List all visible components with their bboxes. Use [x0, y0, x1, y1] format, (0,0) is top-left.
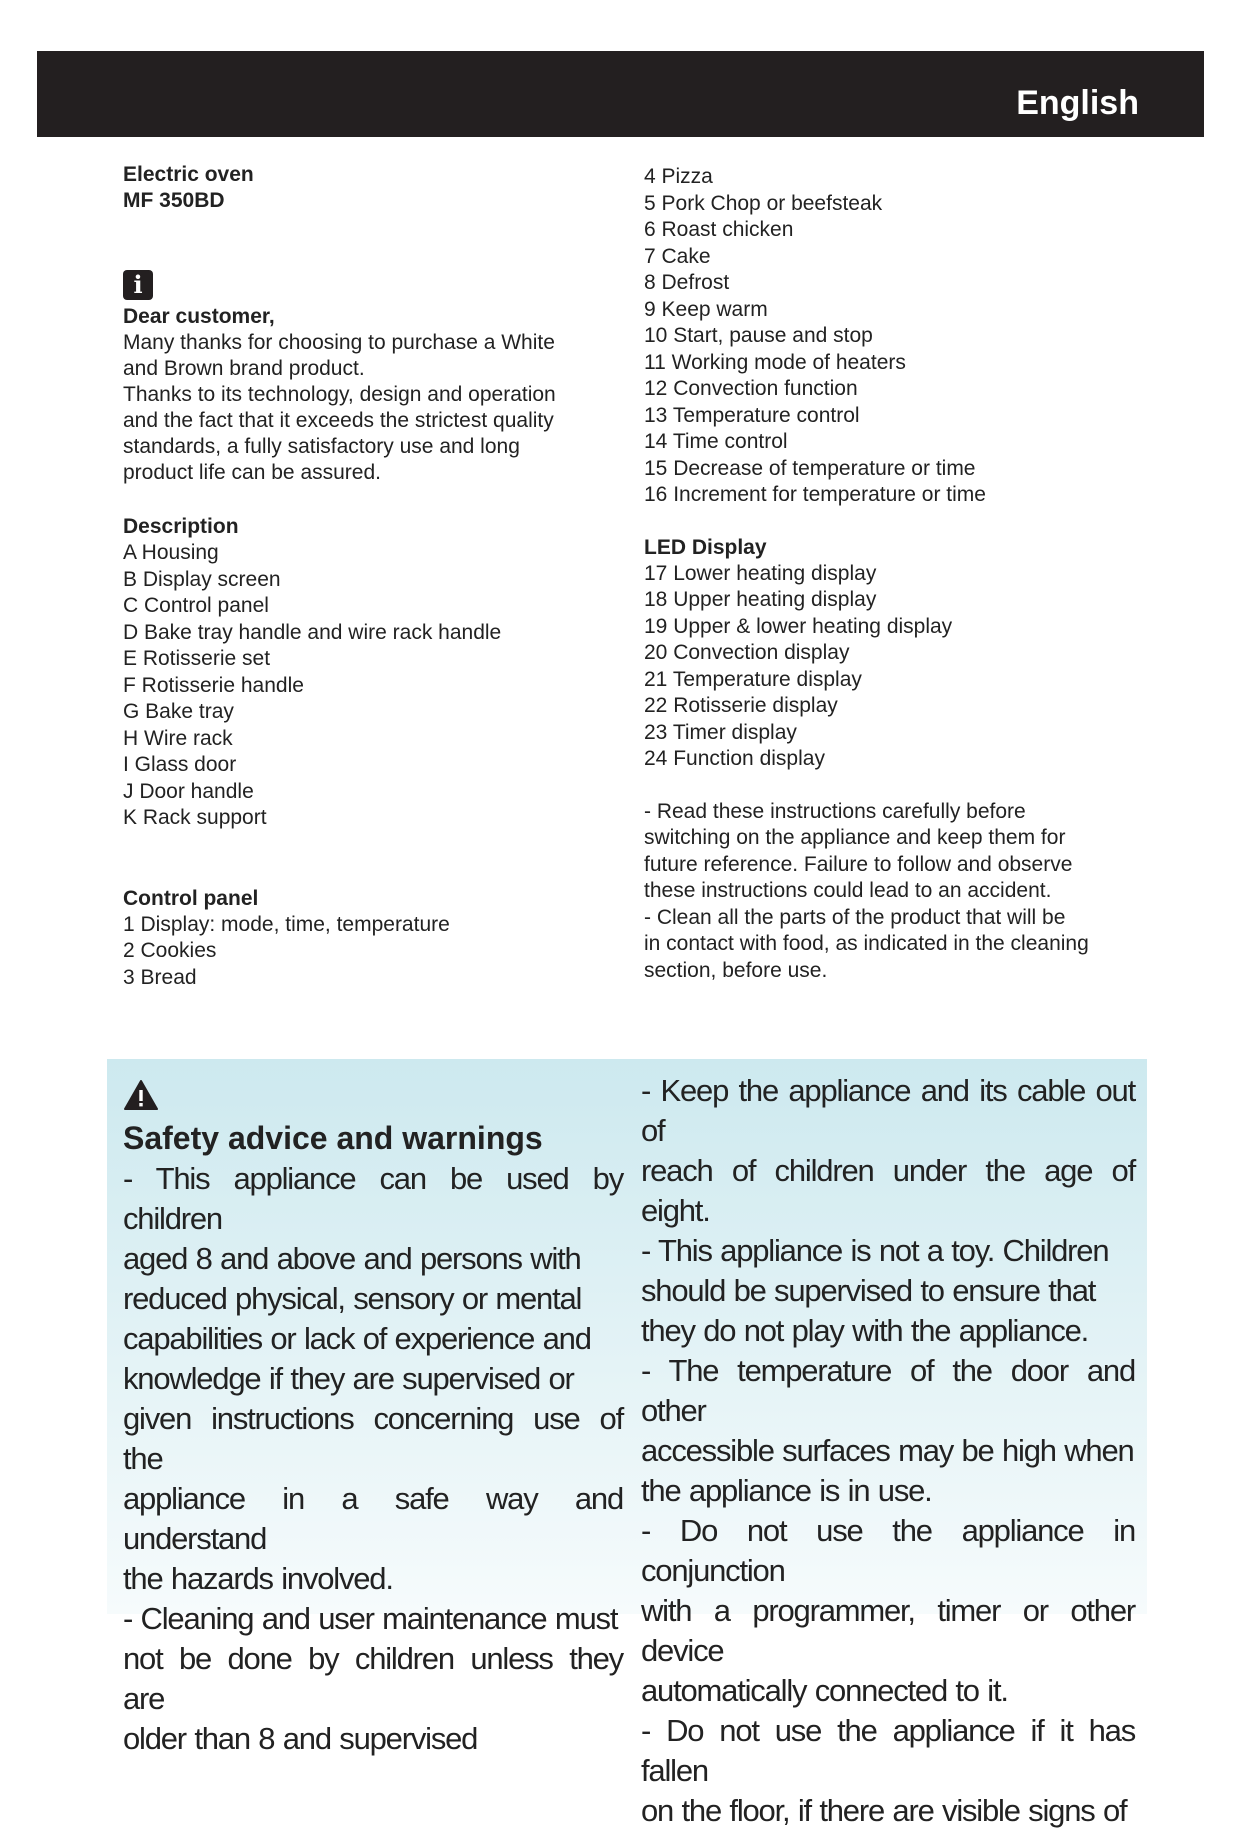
- control-panel-item: 13 Temperature control: [644, 403, 860, 427]
- control-panel-item: 5 Pork Chop or beefsteak: [644, 191, 883, 215]
- led-display-item: 19 Upper & lower heating display: [644, 614, 953, 638]
- control-panel-item: 6 Roast chicken: [644, 218, 794, 241]
- right-column: [644, 164, 1144, 984]
- safety-line: - This appliance is not a toy. Children: [641, 1233, 1109, 1268]
- description-item: F Rotisserie handle: [123, 673, 304, 697]
- led-display-item: 18 Upper heating display: [644, 588, 877, 611]
- safety-line: - Do not use the appliance if it has fallen: [641, 1713, 1135, 1788]
- product-model: MF 350BD: [123, 189, 225, 212]
- safety-line: - This appliance can be used by children: [123, 1161, 623, 1236]
- safety-line: capabilities or lack of experience and: [123, 1321, 591, 1356]
- led-display-item: 20 Convection display: [644, 641, 850, 664]
- instruction-line: future reference. Failure to follow and observe: [644, 852, 1073, 876]
- control-panel-item: 16 Increment for temperature or time: [644, 483, 986, 506]
- control-panel-item: 4 Pizza: [644, 165, 713, 188]
- safety-line: automatically connected to it.: [641, 1673, 1008, 1708]
- intro-line: and Brown brand product.: [123, 357, 365, 380]
- safety-line: the hazards involved.: [123, 1561, 393, 1596]
- control-panel-item: 12 Convection function: [644, 377, 858, 400]
- info-icon: i: [123, 270, 153, 300]
- description-item: C Control panel: [123, 594, 269, 617]
- led-display-item: 23 Timer display: [644, 720, 797, 744]
- control-panel-item: 11 Working mode of heaters: [644, 350, 906, 374]
- safety-line: they do not play with the appliance.: [641, 1313, 1089, 1348]
- safety-line: not be done by children unless they are: [123, 1641, 623, 1716]
- instruction-line: section, before use.: [644, 958, 828, 982]
- control-panel-item: 2 Cookies: [123, 939, 217, 962]
- warning-icon: [123, 1079, 159, 1111]
- greeting: Dear customer,: [123, 305, 275, 328]
- instruction-line: in contact with food, as indicated in the cleaning: [644, 932, 1089, 955]
- led-display-item: 22 Rotisserie display: [644, 694, 838, 717]
- left-column: [123, 162, 593, 991]
- intro-line: Many thanks for choosing to purchase a White: [123, 331, 555, 354]
- intro-line: Thanks to its technology, design and operation: [123, 383, 556, 406]
- safety-line: - Do not use the appliance in conjunction: [641, 1513, 1135, 1588]
- description-item: E Rotisserie set: [123, 647, 271, 670]
- intro-line: standards, a fully satisfactory use and long: [123, 435, 520, 458]
- intro-line: product life can be assured.: [123, 461, 381, 484]
- safety-line: knowledge if they are supervised or: [123, 1361, 574, 1396]
- safety-right-column: [641, 1071, 1135, 1831]
- control-panel-item: 10 Start, pause and stop: [644, 324, 873, 347]
- safety-line: aged 8 and above and persons with: [123, 1241, 581, 1276]
- description-item: G Bake tray: [123, 700, 234, 723]
- safety-line: the appliance is in use.: [641, 1473, 932, 1508]
- led-display-heading: LED Display: [644, 535, 767, 559]
- instruction-line: switching on the appliance and keep them for: [644, 826, 1066, 849]
- safety-line: with a programmer, timer or other device: [641, 1593, 1135, 1668]
- description-item: K Rack support: [123, 806, 267, 829]
- safety-line: should be supervised to ensure that: [641, 1273, 1096, 1308]
- safety-line: - Keep the appliance and its cable out of: [641, 1073, 1135, 1148]
- control-panel-item: 7 Cake: [644, 244, 711, 268]
- safety-line: given instructions concerning use of the: [123, 1401, 623, 1476]
- led-display-item: 24 Function display: [644, 747, 825, 770]
- safety-left-column: [123, 1079, 623, 1759]
- safety-line: - The temperature of the door and other: [641, 1353, 1135, 1428]
- safety-line: accessible surfaces may be high when: [641, 1433, 1134, 1468]
- safety-line: older than 8 and supervised: [123, 1721, 478, 1756]
- description-item: I Glass door: [123, 753, 237, 776]
- header-bar: [37, 51, 1204, 137]
- language-label: English: [1016, 84, 1139, 122]
- safety-title: Safety advice and warnings: [123, 1120, 543, 1156]
- instruction-line: - Clean all the parts of the product that will be: [644, 905, 1066, 929]
- safety-line: - Cleaning and user maintenance must: [123, 1601, 618, 1636]
- instruction-line: these instructions could lead to an accident.: [644, 879, 1052, 902]
- control-panel-item: 8 Defrost: [644, 271, 730, 294]
- instruction-line: - Read these instructions carefully before: [644, 799, 1026, 823]
- product-type: Electric oven: [123, 163, 254, 186]
- description-item: H Wire rack: [123, 726, 233, 750]
- control-panel-heading: Control panel: [123, 886, 259, 910]
- description-item: A Housing: [123, 541, 219, 564]
- description-item: J Door handle: [123, 779, 254, 803]
- description-item: D Bake tray handle and wire rack handle: [123, 620, 502, 644]
- control-panel-item: 9 Keep warm: [644, 297, 768, 321]
- intro-line: and the fact that it exceeds the strictest quality: [123, 409, 554, 432]
- led-display-item: 17 Lower heating display: [644, 561, 877, 585]
- control-panel-item: 14 Time control: [644, 430, 788, 453]
- safety-line: appliance in a safe way and understand: [123, 1481, 623, 1556]
- control-panel-item: 15 Decrease of temperature or time: [644, 456, 976, 480]
- description-item: B Display screen: [123, 567, 281, 591]
- control-panel-item: 3 Bread: [123, 965, 197, 989]
- control-panel-item: 1 Display: mode, time, temperature: [123, 912, 450, 936]
- led-display-item: 21 Temperature display: [644, 667, 862, 691]
- safety-box: [107, 1059, 1147, 1828]
- safety-line: reduced physical, sensory or mental: [123, 1281, 582, 1316]
- safety-line: reach of children under the age of eight.: [641, 1153, 1135, 1228]
- description-heading: Description: [123, 515, 239, 538]
- safety-line: on the floor, if there are visible signs of: [641, 1793, 1127, 1828]
